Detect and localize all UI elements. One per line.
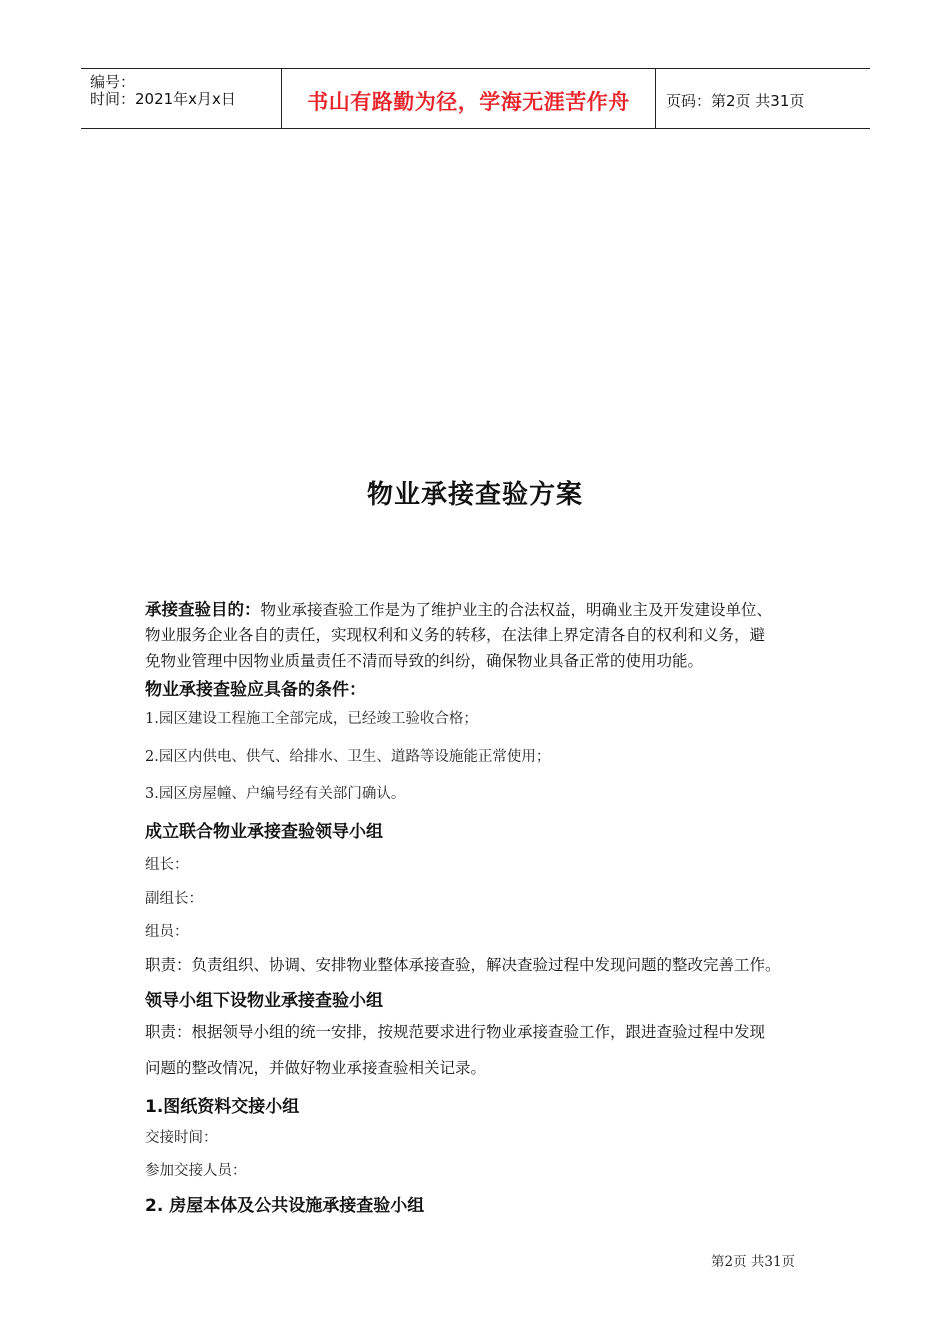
page-footer-number: 第2页 共31页 [711,1254,796,1270]
purpose-text-1: 物业承接查验工作是为了维护业主的合法权益，明确业主及开发建设单位、 [260,601,773,619]
leader-label: 组长： [145,857,189,873]
page-header [81,68,870,129]
sub-group-duty-line-2: 问题的整改情况，并做好物业承接查验相关记录。 [145,1059,487,1077]
handover-people-label: 参加交接人员： [145,1163,247,1179]
purpose-label: 承接查验目的： [145,600,261,619]
purpose-line-3: 免物业管理中因物业质量责任不清而导致的纠纷，确保物业具备正常的使用功能。 [145,652,704,670]
header-motto-cell [282,69,656,128]
condition-item-2: 2.园区内供电、供气、给排水、卫生、道路等设施能正常使用； [145,749,551,765]
leadership-duty: 职责：负责组织、协调、安排物业整体承接查验，解决查验过程中发现问题的整改完善工作。 [145,956,781,974]
purpose-line-1 [145,596,772,620]
sub-group-heading: 领导小组下设物业承接查验小组 [145,991,383,1011]
document-date: 时间：2021年x月x日 [90,90,236,108]
header-motto: 书山有路勤为径，学海无涯苦作舟 [307,90,630,114]
group-2-heading: 2. 房屋本体及公共设施承接查验小组 [145,1196,425,1216]
deputy-leader-label: 副组长： [145,891,203,907]
conditions-heading: 物业承接查验应具备的条件： [145,680,366,700]
sub-group-duty-line-1: 职责：根据领导小组的统一安排，按规范要求进行物业承接查验工作，跟进查验过程中发现 [145,1023,766,1041]
purpose-line-2: 物业服务企业各自的责任，实现权利和义务的转移，在法律上界定清各自的权利和义务，避 [145,626,766,644]
member-label: 组员： [145,924,189,940]
header-meta-cell [81,69,282,128]
condition-item-3: 3.园区房屋幢、户编号经有关部门确认。 [145,786,406,802]
group-1-heading: 1.图纸资料交接小组 [145,1097,300,1117]
handover-time-label: 交接时间： [145,1130,218,1146]
header-page-info: 页码：第2页 共31页 [666,92,805,110]
document-title: 物业承接查验方案 [366,480,583,510]
condition-item-1: 1.园区建设工程施工全部完成，已经竣工验收合格； [145,711,478,727]
leadership-heading: 成立联合物业承接查验领导小组 [145,822,383,842]
header-page-cell [656,69,870,128]
document-number-label: 编号： [90,73,136,91]
